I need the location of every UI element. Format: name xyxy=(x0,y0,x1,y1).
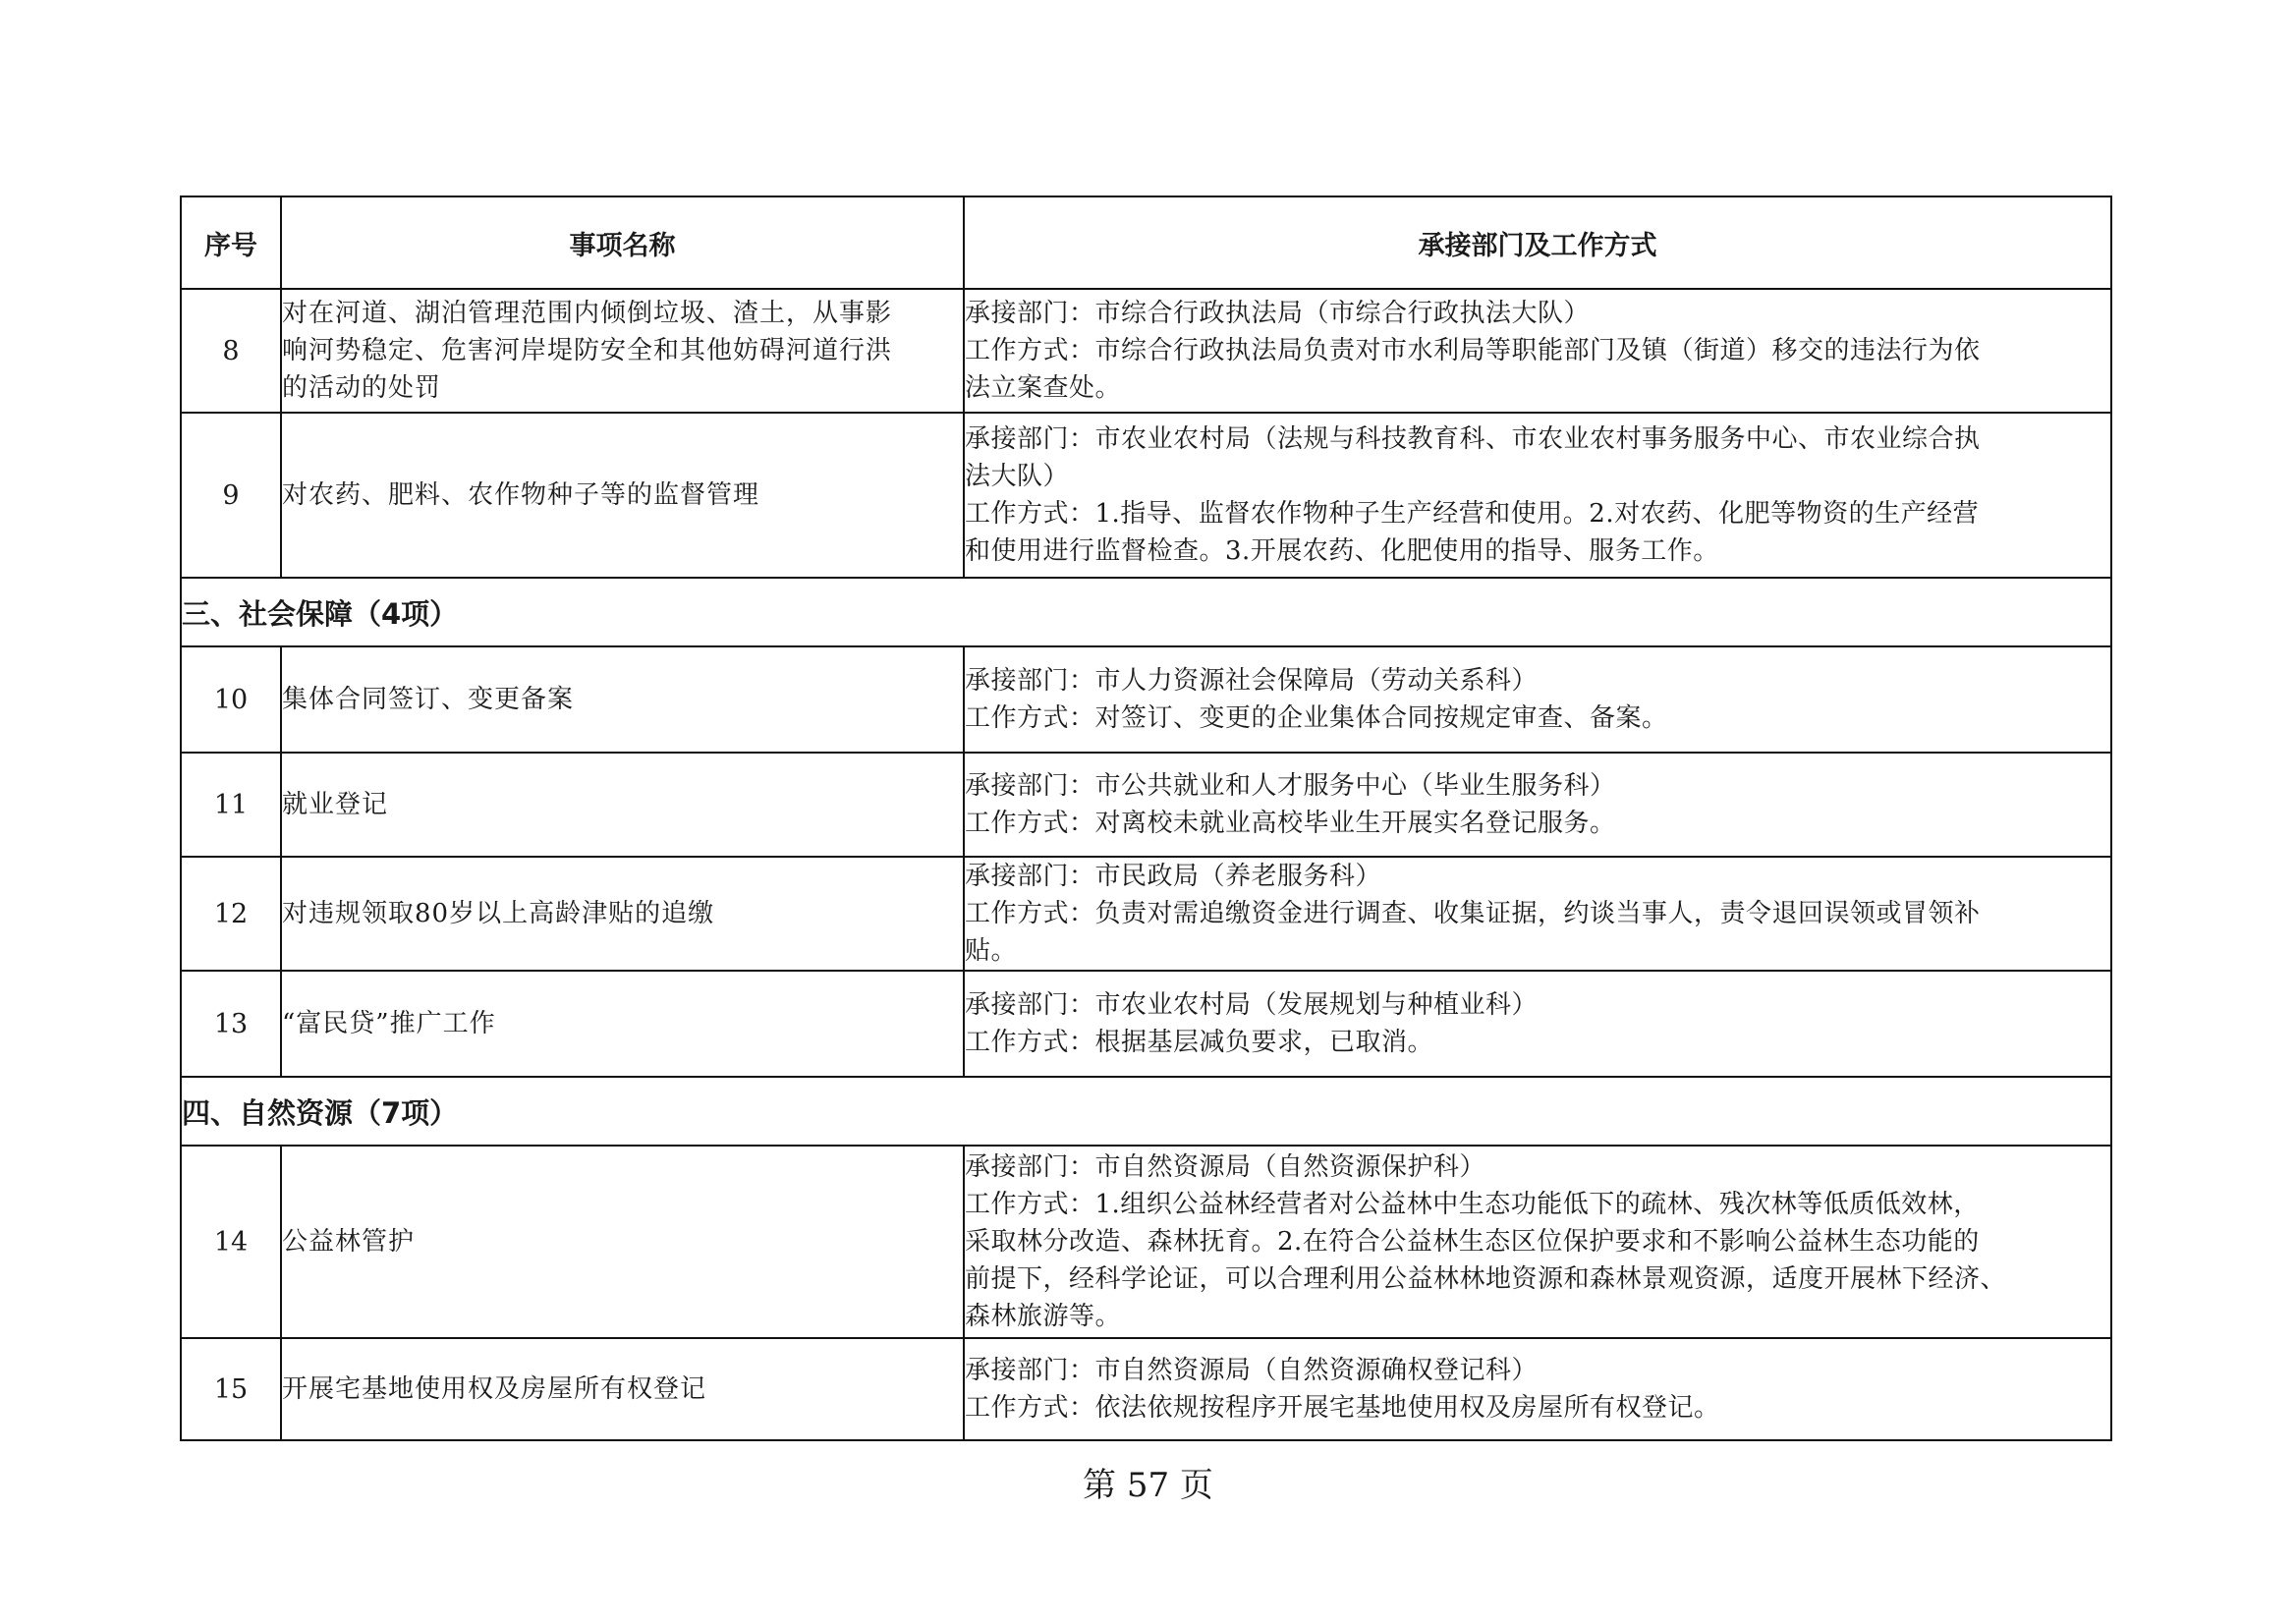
table-row xyxy=(181,753,2111,857)
row-number: 15 xyxy=(181,1338,281,1440)
row-number: 13 xyxy=(181,971,281,1077)
table-row xyxy=(181,289,2111,413)
matter-name: 对违规领取80岁以上高龄津贴的追缴 xyxy=(281,857,964,971)
section-title-social: 三、社会保障（4项） xyxy=(181,578,2111,646)
matter-name: 对在河道、湖泊管理范围内倾倒垃圾、渣土，从事影 响河势稳定、危害河岸堤防安全和其他妨碍河道行洪 的活动的处罚 xyxy=(281,289,964,413)
dept-and-method: 承接部门：市自然资源局（自然资源保护科） 工作方式：1.组织公益林经营者对公益林中生态功能低下的疏林、残次林等低质低效林， 采取林分改造、森林抚育。2.在符合公益林生态区位保护要求和不影响公益林生态功能的 前提下，经科学论证，可以合理利用公益林林地资源和森林景观资源，适度开展林下经济、 森林旅游等。 xyxy=(964,1146,2111,1338)
dept-and-method: 承接部门：市公共就业和人才服务中心（毕业生服务科） 工作方式：对离校未就业高校毕业生开展实名登记服务。 xyxy=(964,753,2111,857)
table-row xyxy=(181,971,2111,1077)
table-row xyxy=(181,646,2111,753)
matter-name: 集体合同签订、变更备案 xyxy=(281,646,964,753)
row-number: 11 xyxy=(181,753,281,857)
matter-name: 公益林管护 xyxy=(281,1146,964,1338)
table-row xyxy=(181,413,2111,578)
table-row xyxy=(181,1338,2111,1440)
section-row xyxy=(181,578,2111,646)
dept-and-method: 承接部门：市人力资源社会保障局（劳动关系科） 工作方式：对签订、变更的企业集体合同按规定审查、备案。 xyxy=(964,646,2111,753)
matter-name: “富民贷”推广工作 xyxy=(281,971,964,1077)
row-number: 8 xyxy=(181,289,281,413)
matter-name: 开展宅基地使用权及房屋所有权登记 xyxy=(281,1338,964,1440)
row-number: 14 xyxy=(181,1146,281,1338)
row-number: 12 xyxy=(181,857,281,971)
dept-and-method: 承接部门：市农业农村局（发展规划与种植业科） 工作方式：根据基层减负要求，已取消。 xyxy=(964,971,2111,1077)
row-number: 9 xyxy=(181,413,281,578)
dept-and-method: 承接部门：市综合行政执法局（市综合行政执法大队） 工作方式：市综合行政执法局负责对市水利局等职能部门及镇（街道）移交的违法行为依 法立案查处。 xyxy=(964,289,2111,413)
section-title-natural: 四、自然资源（7项） xyxy=(181,1077,2111,1146)
dept-and-method: 承接部门：市农业农村局（法规与科技教育科、市农业农村事务服务中心、市农业综合执 法大队） 工作方式：1.指导、监督农作物种子生产经营和使用。2.对农药、化肥等物资的生产经营 和使用进行监督检查。3.开展农药、化肥使用的指导、服务工作。 xyxy=(964,413,2111,578)
matter-name: 对农药、肥料、农作物种子等的监督管理 xyxy=(281,413,964,578)
section-row xyxy=(181,1077,2111,1146)
matters-table xyxy=(180,196,2112,1441)
page-number: 第 57 页 xyxy=(1083,1466,1213,1505)
dept-and-method: 承接部门：市自然资源局（自然资源确权登记科） 工作方式：依法依规按程序开展宅基地使用权及房屋所有权登记。 xyxy=(964,1338,2111,1440)
table-row xyxy=(181,857,2111,971)
header-seq: 序号 xyxy=(181,196,281,289)
header-dept: 承接部门及工作方式 xyxy=(964,196,2111,289)
matter-name: 就业登记 xyxy=(281,753,964,857)
row-number: 10 xyxy=(181,646,281,753)
header-name: 事项名称 xyxy=(281,196,964,289)
table-header-row xyxy=(181,196,2111,289)
dept-and-method: 承接部门：市民政局（养老服务科） 工作方式：负责对需追缴资金进行调查、收集证据，约谈当事人，责令退回误领或冒领补 贴。 xyxy=(964,857,2111,971)
table-row xyxy=(181,1146,2111,1338)
